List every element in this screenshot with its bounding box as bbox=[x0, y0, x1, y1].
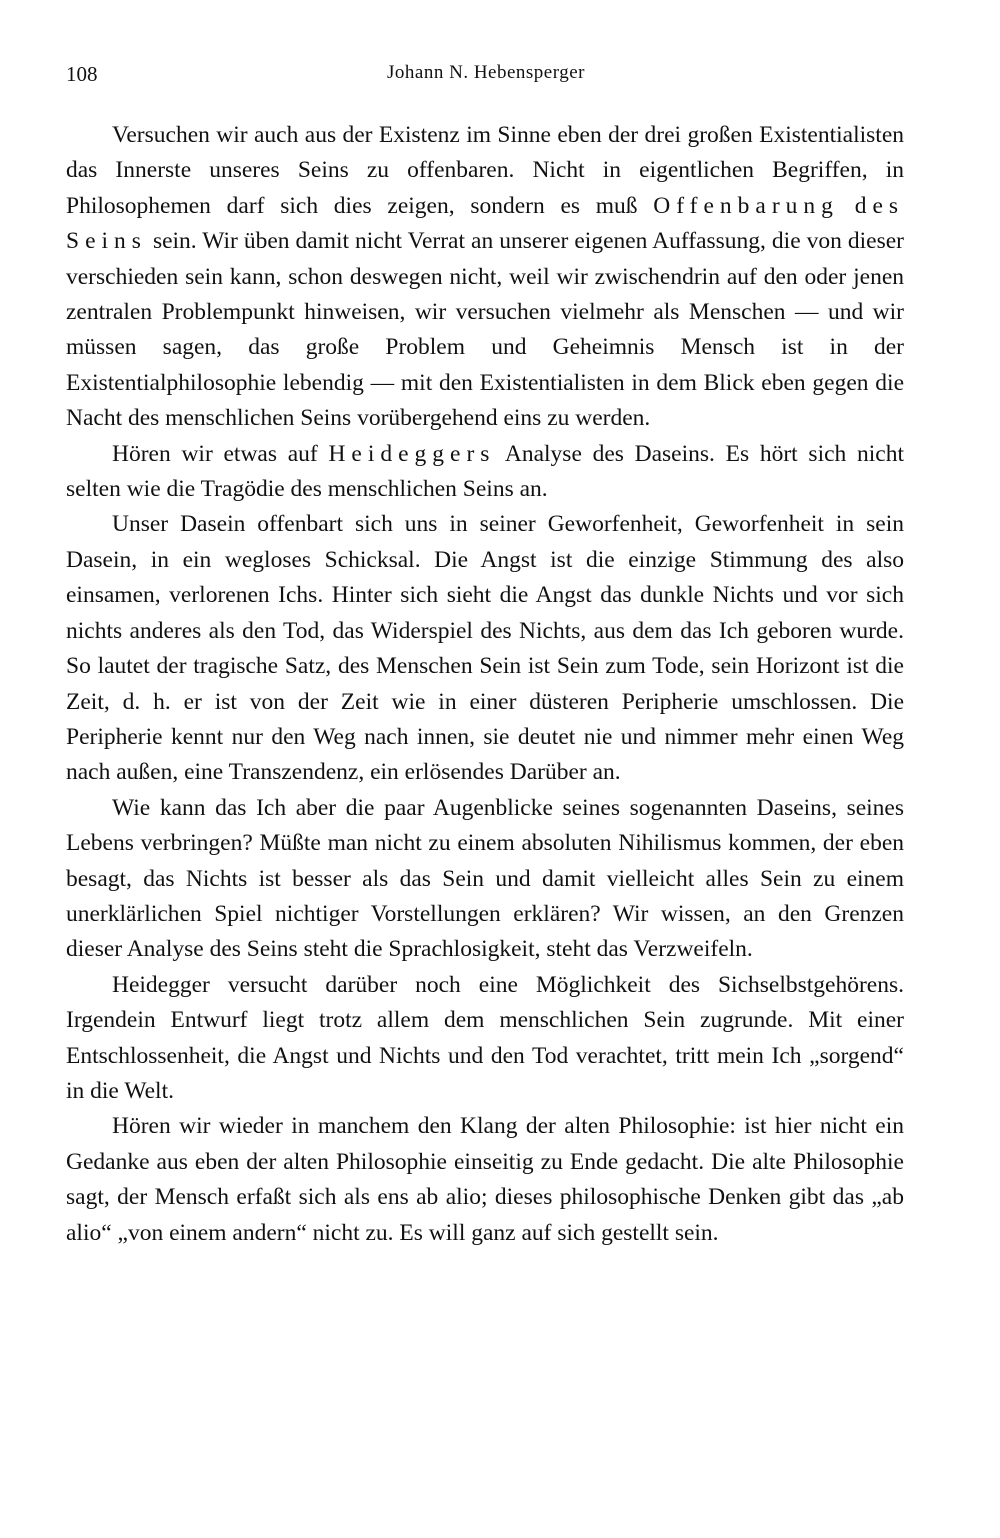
paragraph: Unser Dasein offenbart sich uns in seiner Geworfenheit, Geworfenheit in sein Dasein, in ein wegloses Schicksal. Die Angst ist die einzige Stimmung des also einsamen, verlorenen Ichs. Hinter sich sieht die Angst das dunkle Nichts und vor sich nichts anderes als den Tod, das Widerspiel des Nichts, aus dem das Ich geboren wurde. So lautet der tragische Satz, des Menschen Sein ist Sein zum Tode, sein Horizont ist die Zeit, d. h. er ist von der Zeit wie in einer düsteren Peripherie umschlossen. Die Peripherie kennt nur den Weg nach innen, sie deutet nie und nimmer mehr einen Weg nach außen, eine Transzendenz, ein erlösendes Darüber an. bbox=[66, 511, 904, 786]
paragraph-text: Hören wir etwas auf bbox=[112, 440, 329, 467]
emphasized-text: des Seins bbox=[66, 192, 905, 255]
emphasized-text: Offenbarung bbox=[653, 192, 839, 219]
running-head: Johann N. Hebensperger bbox=[387, 62, 585, 83]
paragraph-text: sein. Wir üben damit nicht Verrat an unserer eigenen Auffassung, die von dieser verschieden sein kann, schon deswegen nicht, weil wir zwischendrin auf den oder jenen zentralen Problempunkt hinweisen, wir versuchen vielmehr als Menschen — und wir müssen sagen, das große Problem und Geheimnis Mensch ist in der Existentialphilosophie lebendig — mit den Existentialisten in dem Blick eben gegen die Nacht des menschlichen Seins vorübergehend eins zu werden. bbox=[66, 228, 904, 432]
paragraph bbox=[66, 437, 904, 508]
emphasized-text: Heideggers bbox=[328, 440, 496, 467]
paragraph-text bbox=[839, 193, 855, 219]
page-number: 108 bbox=[66, 62, 98, 86]
paragraph bbox=[66, 118, 904, 437]
page-header bbox=[66, 62, 906, 92]
body-text bbox=[66, 118, 904, 1251]
paragraph: Hören wir wieder in manchem den Klang der alten Philosophie: ist hier nicht ein Gedanke aus eben der alten Philosophie einseitig zu Ende gedacht. Die alte Philosophie sagt, der Mensch erfaßt sich als ens ab alio; dieses philosophische Denken gibt das „ab alio“ „von einem andern“ nicht zu. Es will ganz auf sich gestellt sein. bbox=[66, 1113, 904, 1246]
paragraph-text: Analyse des Daseins. Es hört sich nicht selten wie die Tragödie des menschlichen Seins an. bbox=[66, 440, 904, 503]
paragraph: Heidegger versucht darüber noch eine Möglichkeit des Sichselbstgehörens. Irgendein Entwurf liegt trotz allem dem menschlichen Sein zugrunde. Mit einer Entschlossenheit, die Angst und Nichts und den Tod verachtet, tritt mein Ich „sorgend“ in die Welt. bbox=[66, 971, 904, 1104]
paragraph: Wie kann das Ich aber die paar Augenblicke seines sogenannten Daseins, seines Lebens verbringen? Müßte man nicht zu einem absoluten Nihilismus kommen, der eben besagt, das Nichts ist besser als das Sein und damit vielleicht alles Sein zu einem unerklärlichen Spiel nichtiger Vorstellungen erklären? Wir wissen, an den Grenzen dieser Analyse des Seins steht die Sprachlosigkeit, steht das Verzweifeln. bbox=[66, 794, 904, 963]
paragraph-text: Versuchen wir auch aus der Existenz im Sinne eben der drei großen Existentialisten das Innerste unseres Seins zu offenbaren. Nicht in eigentlichen Begriffen, in Philosophemen darf sich dies zeigen, sondern es muß bbox=[66, 122, 904, 219]
